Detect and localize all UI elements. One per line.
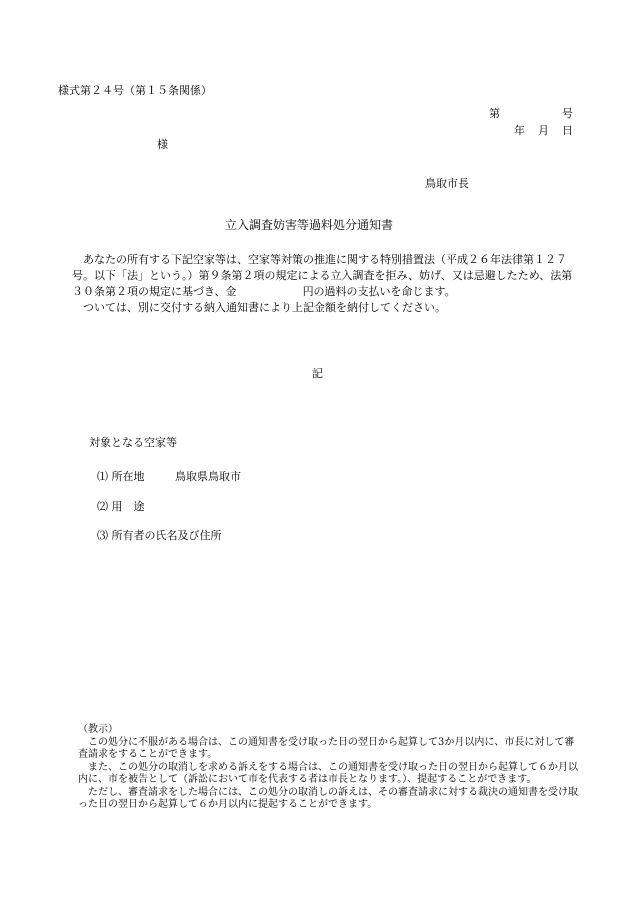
addressee-suffix: 様 bbox=[157, 138, 168, 151]
body-paragraph-2: ついては、別に交付する納入通知書により上記金額を納付してください。 bbox=[83, 301, 446, 314]
body-paragraph-1-part-2: 円の過料の支払いを命じます。 bbox=[302, 285, 456, 298]
form-number: 様式第２４号（第１５条関係） bbox=[58, 84, 212, 97]
doc-number-prefix: 第 bbox=[489, 107, 500, 120]
item-location-label: ⑴ 所在地 bbox=[97, 470, 145, 483]
target-heading: 対象となる空家等 bbox=[89, 436, 177, 449]
document-title: 立入調査妨害等過料処分通知書 bbox=[225, 218, 394, 232]
item-location bbox=[97, 468, 241, 484]
notice-line-2: また、この処分の取消しを求める訴えをする場合は、この通知書を受け取った日の翌日から起算して６か月以内に、市を被告として（訴訟において市を代表する者は市長となります。）、提起することができます。 bbox=[78, 761, 578, 785]
item-location-value: 鳥取県鳥取市 bbox=[175, 470, 241, 483]
date-year: 年 bbox=[514, 124, 525, 137]
date-month: 月 bbox=[538, 124, 549, 137]
body-paragraph-1 bbox=[72, 252, 577, 300]
notice-line-1: この処分に不服がある場合は、この通知書を受け取った日の翌日から起算して3か月以内に、市長に対して審査請求をすることができます。 bbox=[78, 736, 575, 760]
item-owner bbox=[97, 527, 222, 543]
body-text bbox=[72, 252, 577, 316]
sender: 鳥取市長 bbox=[425, 177, 469, 190]
body-paragraph-1-part-1: あなたの所有する下記空家等は、空家等対策の推進に関する特別措置法（平成２６年法律第１２７号。以下「法」という。）第９条第２項の規定による立入調査を拒み、妨げ、又は忌避したため、法第３０条第２項の規定に基づき、金 bbox=[72, 253, 573, 298]
item-owner-label: ⑶ 所有者の氏名及び住所 bbox=[97, 529, 222, 542]
notice-heading: （教示） bbox=[78, 724, 118, 735]
date-day: 日 bbox=[562, 124, 573, 137]
item-usage-label: ⑵ 用 途 bbox=[97, 500, 145, 513]
ki-label: 記 bbox=[312, 367, 323, 380]
doc-number-suffix: 号 bbox=[562, 107, 573, 120]
item-usage bbox=[97, 498, 145, 514]
notice-section bbox=[78, 724, 583, 812]
notice-line-3: ただし、審査請求をした場合には、この処分の取消しの訴えは、その審査請求に対する裁決の通知書を受け取った日の翌日から起算して６か月以内に提起することができます。 bbox=[78, 786, 578, 810]
